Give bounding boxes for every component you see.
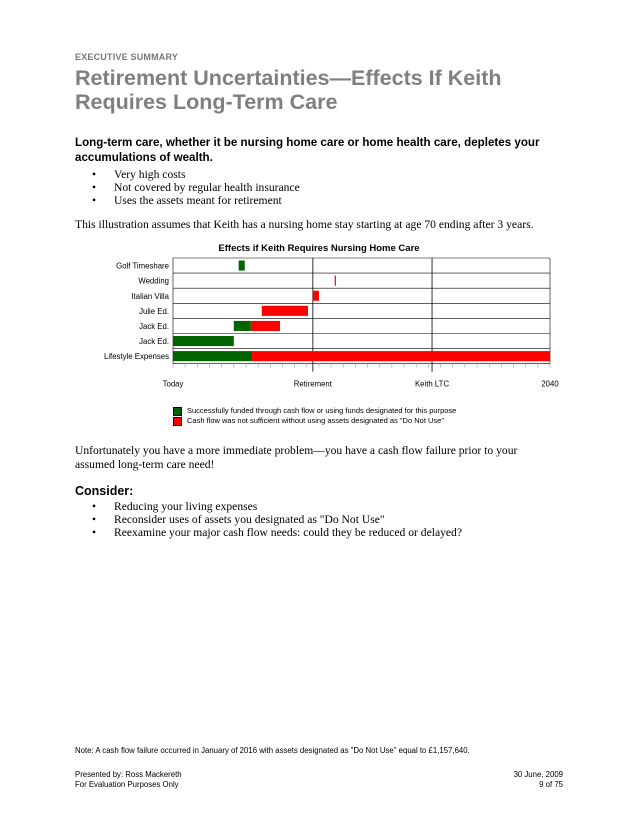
legend-swatch-not-funded — [173, 417, 182, 426]
row-label: Lifestyle Expenses — [103, 352, 169, 362]
x-tick-label: 2040 — [541, 379, 559, 389]
page-title-line-1: Retirement Uncertainties—Effects If Keith — [75, 66, 502, 90]
gantt-bar-funded — [239, 261, 245, 271]
list-item: • Not covered by regular health insurance — [92, 181, 300, 194]
list-item: • Reconsider uses of assets you designated as "Do Not Use" — [92, 513, 462, 526]
gantt-bar-not-funded — [313, 291, 319, 301]
gantt-bar-not-funded — [251, 321, 280, 331]
consider-list — [92, 500, 462, 539]
section-label: EXECUTIVE SUMMARY — [75, 52, 179, 62]
gantt-bar-funded — [173, 351, 252, 361]
gantt-chart — [0, 254, 638, 389]
row-label: Wedding — [138, 276, 169, 286]
legend-label-funded: Successfully funded through cash flow or using funds designated for this purpose — [187, 406, 457, 415]
row-label: Golf Timeshare — [116, 261, 169, 271]
x-tick-label: Keith LTC — [414, 379, 450, 389]
row-label: Jack Ed. — [139, 321, 169, 331]
row-label: Julie Ed. — [139, 306, 169, 316]
gantt-bar-not-funded — [252, 351, 550, 361]
report-date: 30 June, 2009 — [513, 770, 563, 779]
row-label: Italian Villa — [131, 291, 169, 301]
list-item: • Reexamine your major cash flow needs: could they be reduced or delayed? — [92, 526, 462, 539]
footnote: Note: A cash flow failure occurred in January of 2016 with assets designated as "Do Not Use" equal to £1,157,640. — [75, 746, 470, 755]
chart-title: Effects if Keith Requires Nursing Home Care — [218, 243, 420, 254]
consider-heading: Consider: — [75, 484, 134, 498]
chart-legend — [173, 406, 456, 426]
assumption-text: This illustration assumes that Keith has a nursing home stay starting at age 70 ending after 3 years. — [75, 218, 534, 231]
footer-left — [75, 770, 182, 790]
list-item: • Uses the assets meant for retirement — [92, 194, 300, 207]
legend-item-funded — [173, 406, 456, 416]
legend-item-not-funded — [173, 416, 456, 426]
legend-swatch-funded — [173, 407, 182, 416]
page-title — [75, 66, 575, 114]
row-label: Jack Ed. — [139, 337, 169, 347]
list-item: • Very high costs — [92, 168, 300, 181]
gantt-bar-funded — [173, 336, 234, 346]
page-number: 9 of 75 — [539, 780, 563, 789]
footer-right — [514, 770, 563, 790]
gantt-bar-funded — [234, 321, 251, 331]
gantt-bar-not-funded — [335, 276, 336, 286]
presented-by: Presented by: Ross Mackereth — [75, 770, 182, 779]
legend-label-not-funded: Cash flow was not sufficient without using assets designated as "Do Not Use" — [187, 416, 444, 425]
ltc-effects-list — [92, 168, 300, 207]
intro-text: Long-term care, whether it be nursing home care or home health care, depletes your accumulations of wealth. — [75, 136, 540, 164]
x-tick-label: Retirement — [293, 379, 332, 389]
evaluation-notice: For Evaluation Purposes Only — [75, 780, 179, 789]
x-tick-label: Today — [162, 379, 184, 389]
list-item: • Reducing your living expenses — [92, 500, 462, 513]
page-title-line-2: Requires Long-Term Care — [75, 90, 338, 114]
cash-flow-warning: Unfortunately you have a more immediate problem—you have a cash flow failure prior to your assumed long-term care need! — [75, 444, 518, 471]
gantt-bar-not-funded — [262, 306, 308, 316]
